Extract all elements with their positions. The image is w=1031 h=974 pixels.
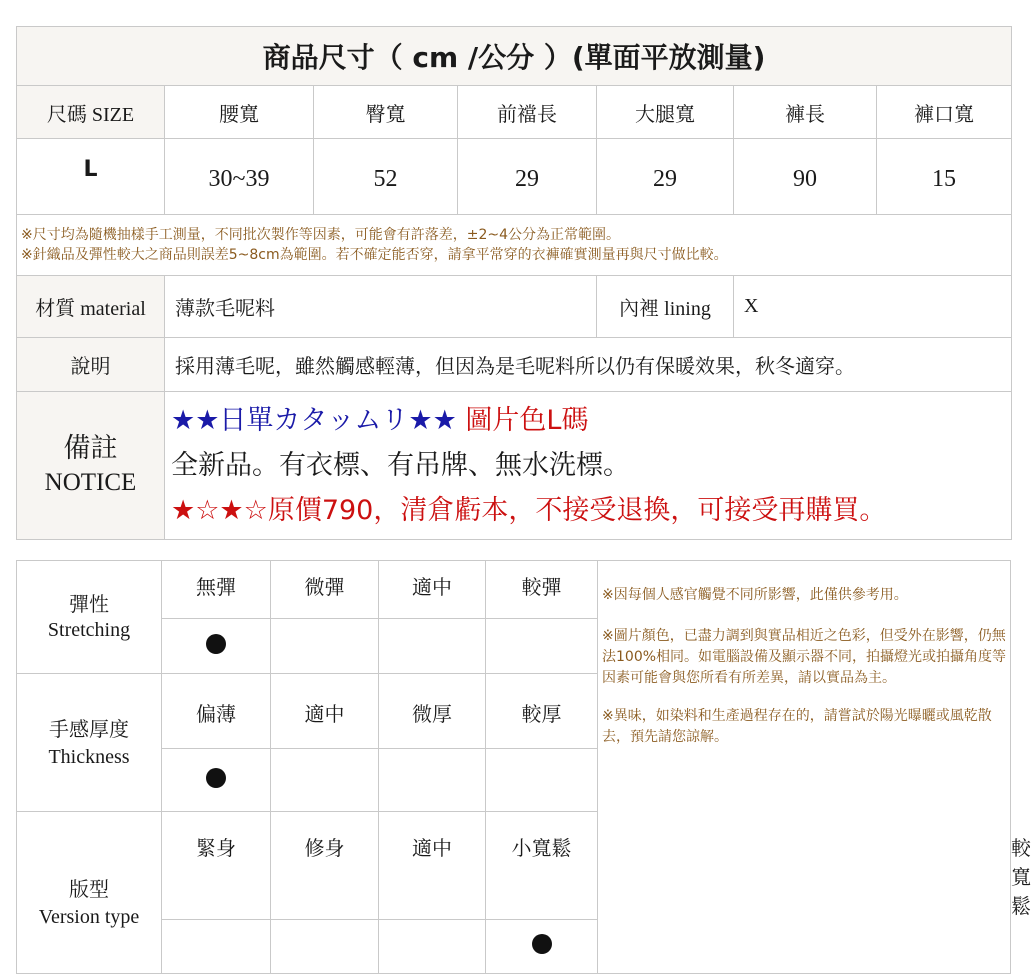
fit-marker-cell bbox=[162, 920, 271, 974]
size-header-cell: 褲長 bbox=[734, 86, 877, 139]
fit-label-en: Version type bbox=[38, 905, 140, 928]
elasticity-marker-cell bbox=[379, 619, 486, 674]
elasticity-option: 較彈 bbox=[486, 561, 598, 619]
fit-marker-cell bbox=[486, 920, 598, 974]
notice-content bbox=[165, 392, 1012, 540]
side-note: ※異味，如染料和生產過程存在的，請嘗試於陽光曝曬或風乾散去，預先請您諒解。 bbox=[602, 708, 992, 745]
size-value-cell: 30~39 bbox=[165, 139, 314, 215]
notice-label bbox=[17, 392, 165, 540]
elasticity-marker-cell bbox=[162, 619, 271, 674]
thickness-label-en: Thickness bbox=[48, 745, 130, 768]
elasticity-marker-cell bbox=[486, 619, 598, 674]
material-row bbox=[17, 276, 1012, 338]
size-info-table bbox=[16, 26, 1012, 540]
page-title: 商品尺寸（ cm /公分 ）(單面平放測量) bbox=[17, 27, 1012, 86]
color-size-note: 圖片色L碼 bbox=[456, 405, 589, 436]
side-notes bbox=[598, 561, 1011, 974]
fit-option: 修身 bbox=[271, 812, 379, 920]
thickness-option: 微厚 bbox=[379, 674, 486, 749]
lining-value: X bbox=[734, 276, 1012, 338]
fit-option: 小寬鬆 bbox=[486, 812, 598, 920]
fit-option: 緊身 bbox=[162, 812, 271, 920]
notice-line-1 bbox=[171, 398, 1011, 443]
size-value-cell: 52 bbox=[314, 139, 458, 215]
price-note: 原價790，清倉虧本，不接受退換，可接受再購買。 bbox=[267, 495, 887, 526]
size-header-row bbox=[17, 86, 1012, 139]
elasticity-label bbox=[17, 561, 162, 674]
thickness-marker-cell bbox=[271, 749, 379, 812]
selected-dot-icon bbox=[206, 634, 226, 654]
size-value-cell: 15 bbox=[877, 139, 1012, 215]
elasticity-label-zh: 彈性 bbox=[69, 592, 109, 616]
size-value-cell: 90 bbox=[734, 139, 877, 215]
size-value-row bbox=[17, 139, 1012, 215]
description-label: 說明 bbox=[17, 338, 165, 392]
size-value-cell: 29 bbox=[458, 139, 597, 215]
notice-line-3 bbox=[171, 488, 1011, 533]
thickness-label bbox=[17, 674, 162, 812]
thickness-marker-cell bbox=[486, 749, 598, 812]
stars-icon: ★★ bbox=[171, 405, 220, 436]
description-row bbox=[17, 338, 1012, 392]
size-value-cell: 29 bbox=[597, 139, 734, 215]
size-header-cell: 前襠長 bbox=[458, 86, 597, 139]
description-value: 採用薄毛呢，雖然觸感輕薄，但因為是毛呢料所以仍有保暖效果，秋冬適穿。 bbox=[165, 338, 1012, 392]
fit-marker-cell bbox=[379, 920, 486, 974]
thickness-option: 較厚 bbox=[486, 674, 598, 749]
elasticity-option: 微彈 bbox=[271, 561, 379, 619]
fit-label bbox=[17, 812, 162, 974]
selected-dot-icon bbox=[206, 768, 226, 788]
notice-line-2: 全新品。有衣標、有吊牌、無水洗標。 bbox=[171, 450, 630, 481]
thickness-marker-cell bbox=[162, 749, 271, 812]
brand-name: 日單カタッムリ bbox=[219, 405, 409, 436]
fit-label-zh: 版型 bbox=[69, 876, 109, 901]
stars-icon: ★★ bbox=[408, 405, 457, 436]
thickness-option: 適中 bbox=[271, 674, 379, 749]
fabric-properties-table: 彈性 Stretching 無彈 微彈 適中 較彈 ※因每個人感官觸覺不同所影響，此僅供參考用。 ※圖片顏色，已盡力調到與實品相近之色彩，但受外在影響，仍無法100%相同。如電腦設備及顯示器不同，拍攝燈光或拍攝角度等因素可能會與您所看有所差異，請以實品為主。 ※異味，如染料和生產過程存在的，請嘗試於陽光曝曬或風乾散去，預先請您諒解。 手感厚度 Thickness 偏薄 適中 微厚 較厚 版型 Version type 緊身 修身 適中 小寬鬆 較寬鬆 bbox=[16, 560, 1011, 974]
notice-label-zh: 備註 bbox=[63, 432, 118, 464]
selected-dot-icon bbox=[532, 934, 552, 954]
stars-icon: ★☆★☆ bbox=[171, 495, 268, 526]
elasticity-option: 適中 bbox=[379, 561, 486, 619]
notice-label-en: NOTICE bbox=[44, 468, 137, 496]
size-header-cell: 尺碼 SIZE bbox=[17, 86, 165, 139]
thickness-marker-cell bbox=[379, 749, 486, 812]
size-header-cell: 大腿寬 bbox=[597, 86, 734, 139]
side-note: ※圖片顏色，已盡力調到與實品相近之色彩，但受外在影響，仍無法100%相同。如電腦設備及顯示器不同，拍攝燈光或拍攝角度等因素可能會與您所看有所差異，請以實品為主。 bbox=[602, 628, 1007, 686]
thickness-label-zh: 手感厚度 bbox=[49, 716, 129, 741]
size-note-line: ※針織品及彈性較大之商品則誤差5~8cm為範圍。若不確定能否穿，請拿平常穿的衣褲確實測量再與尺寸做比較。 bbox=[21, 247, 728, 263]
size-note-line: ※尺寸均為隨機抽樣手工測量，不同批次製作等因素，可能會有許落差，±2~4公分為正常範圍。 bbox=[21, 227, 621, 243]
size-header-cell: 褲口寬 bbox=[877, 86, 1012, 139]
size-header-cell: 腰寬 bbox=[165, 86, 314, 139]
side-note: ※因每個人感官觸覺不同所影響，此僅供參考用。 bbox=[602, 587, 908, 603]
size-header-cell: 臀寬 bbox=[314, 86, 458, 139]
thickness-option: 偏薄 bbox=[162, 674, 271, 749]
size-label: L bbox=[17, 139, 165, 215]
elasticity-option: 無彈 bbox=[162, 561, 271, 619]
elasticity-marker-cell bbox=[271, 619, 379, 674]
fit-marker-cell bbox=[271, 920, 379, 974]
material-label: 材質 material bbox=[17, 276, 165, 338]
elasticity-label-en: Stretching bbox=[47, 619, 131, 641]
fit-option: 適中 bbox=[379, 812, 486, 920]
notice-row bbox=[17, 392, 1012, 540]
size-notes bbox=[17, 215, 1012, 276]
material-value: 薄款毛呢料 bbox=[165, 276, 597, 338]
lining-label: 內裡 lining bbox=[597, 276, 734, 338]
